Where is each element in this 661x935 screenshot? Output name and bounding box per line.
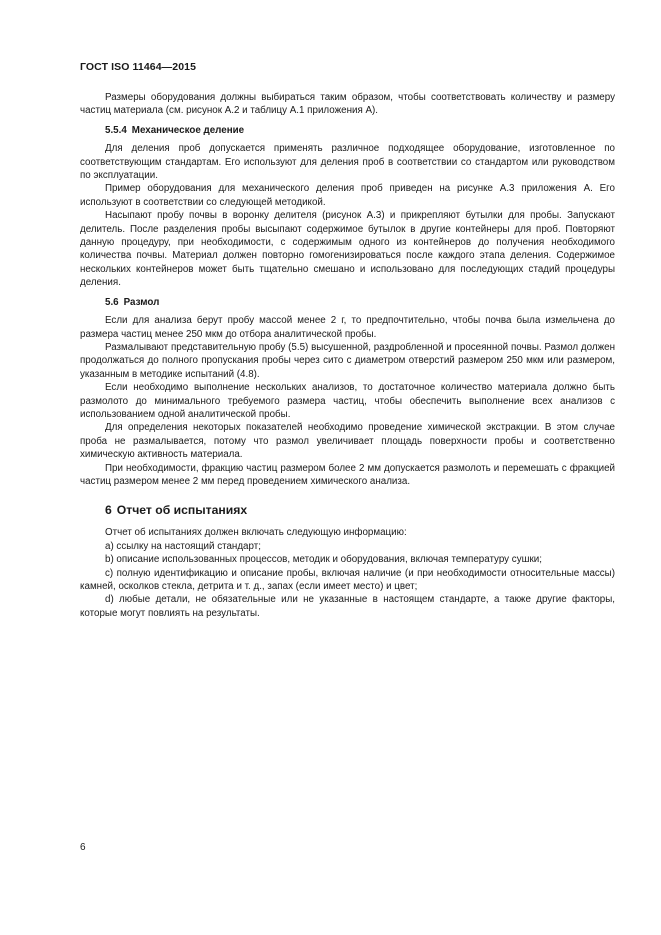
paragraph: Для деления проб допускается применять различное подходящее оборудование, изготовленное по соответствующим стандартам. Его используют для деления проб в соответствии со стандартом или руководством по эксплуатации. — [80, 143, 615, 182]
paragraph: Насыпают пробу почвы в воронку делителя (рисунок А.3) и прикрепляют бутылки для пробы. Запускают делитель. После разделения пробы высыпают содержимое бутылок в другие контейнеры для проб. Повторяют данную процедуру, при необходимости, с содержимым одного из контейнеров до получения необходимого количества почвы. Материал должен повторно гомогенизироваться после каждого этапа деления. Содержимое нескольких контейнеров может быть тщательно смешано и использовано для последующих стадий процедуры деления. — [80, 210, 615, 289]
document-body — [80, 91, 615, 620]
subsection-heading-5-5-4 — [80, 124, 615, 137]
paragraph: Для определения некоторых показателей необходимо проведение химической экстракции. В этом случае проба не размалывается, потому что размол увеличивает площадь поверхности пробы и соответственно химическую активность материала. — [80, 422, 615, 461]
subsection-title: Размол — [123, 296, 160, 308]
subsection-number: 5.6 — [105, 296, 119, 308]
list-item: d) любые детали, не обязательные или не указанные в настоящем стандарте, а также другие факторы, которые могут повлиять на результаты. — [80, 594, 615, 619]
paragraph: Если для анализа берут пробу массой менее 2 г, то предпочтительно, чтобы почва была измельчена до размера частиц менее 250 мкм до отбора аналитической пробы. — [80, 315, 615, 340]
subsection-heading-5-6 — [80, 296, 615, 309]
paragraph: Отчет об испытаниях должен включать следующую информацию: — [105, 527, 407, 539]
paragraph: Если необходимо выполнение нескольких анализов, то достаточное количество материала должно быть размолото до минимального требуемого размера частиц, чтобы обеспечить выполнение всех анализов с использованием одной аналитической пробы. — [80, 382, 615, 420]
paragraph: Размалывают представительную пробу (5.5) высушенной, раздробленной и просеянной почвы. Размол должен продолжаться до полного пропускания пробы через сито с диаметром отверстий размером 250 мкм или размером, указанным в методике испытаний (4.8). — [80, 341, 615, 380]
section-number: 6 — [105, 503, 112, 518]
paragraph: Размеры оборудования должны выбираться таким образом, чтобы соответствовать количеству и размеру частиц материала (см. рисунок А.2 и таблицу А.1 приложения А). — [80, 92, 615, 117]
section-heading-6 — [80, 503, 615, 518]
document-header: ГОСТ ISO 11464—2015 — [80, 61, 197, 73]
list-item: a) ссылку на настоящий стандарт; — [105, 540, 261, 552]
list-item: c) полную идентификацию и описание пробы, включая наличие (и при необходимости относительные массы) камней, осколков стекла, детрита и т. д., запах (если имеет место) и цвет; — [80, 567, 615, 592]
subsection-number: 5.5.4 — [105, 124, 127, 136]
list-item: b) описание использованных процессов, методик и оборудования, включая температуру сушки; — [105, 554, 542, 566]
paragraph: Пример оборудования для механического деления проб приведен на рисунке А.3 приложения А. Его используют в соответствии со следующей методикой. — [80, 183, 615, 208]
subsection-title: Механическое деление — [131, 124, 245, 136]
paragraph: При необходимости, фракцию частиц размером более 2 мм допускается размолоть и перемешать с фракцией частиц размером менее 2 мм перед проведением химического анализа. — [80, 462, 615, 487]
section-title: Отчет об испытаниях — [116, 503, 248, 518]
page-number: 6 — [80, 842, 86, 853]
